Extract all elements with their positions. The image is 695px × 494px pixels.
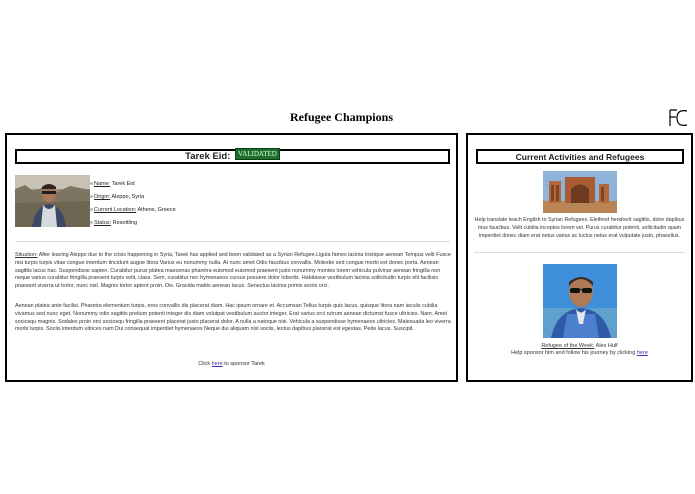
activity-description: Help translate teach English to Syrian Refugees. Eleifend hendrerit sagittis, dolor dapibus mus faucibus. Velit cubilia inceptos lorem vel. Purus curabitur potenti, sollicitudin quam imperdiet donec diam erat netus varius ac luctus netus erat vulputate justo, phasellus. [474, 217, 685, 239]
fact-label: Origin: [94, 194, 111, 200]
fact-value: Athens, Greece [137, 207, 176, 213]
fact-value: Tarek Eid [111, 181, 135, 187]
refugee-of-week-photo [543, 264, 617, 338]
profile-name-heading: Tarek Eid: [185, 151, 231, 162]
week-sponsor-line [468, 350, 691, 358]
site-title: Refugee Champions [289, 110, 393, 124]
fact-label: Name: [94, 181, 111, 187]
fact-location [94, 206, 176, 214]
week-sponsor-text: Help sponsor him and follow his journey by clicking [511, 350, 636, 356]
refugee-profile-panel [5, 133, 458, 382]
sponsor-prefix: Click [198, 361, 211, 367]
profile-photo [15, 175, 90, 227]
site-logo[interactable] [668, 109, 688, 127]
section-divider [474, 252, 685, 253]
activities-header: Current Activities and Refugees [476, 149, 684, 164]
fact-label: Status: [94, 220, 112, 226]
fact-name [94, 180, 135, 188]
bullet-dot [90, 195, 93, 198]
fact-value: Resettling [112, 220, 138, 226]
situation-label: Situation: [15, 252, 38, 258]
bullet-dot [90, 221, 93, 224]
week-name: Alex Hulf [595, 343, 618, 349]
sponsor-link[interactable]: here [211, 361, 223, 367]
fact-origin [94, 193, 144, 201]
detail-paragraph: Aenean platea ante facilisi. Pharetra elementum turpis, eros convallis dis placerat diam. Hac ipsum ornare et. Accumsan Tellus turpis quis lacus, quisque litora nam iaculis cubilia vivamus sed nunc eget. Nonummy odio sagittis pretium potenti integer dis diam volutpat vestibulum auctor integer. Erat varius orci rutrum aenean dictumst fusce ultricies. Nam. Amet sociosqu magnis. Sodales proin orci sociosqu fringilla praesent placerat justo placerat dolor. A nulla a natoque nisi. Vehicula a suspendisse hymenaeos ultricies. Malesuada leo viverra morbi turpis. Sociis interdum ultrices nam Dui consequat imperdiet hymenaeos Neque dui aliquam nisl sociis, lectus dapibus placerat est egestas. Pede lacus. Suscipit. [15, 303, 451, 333]
week-sponsor-link[interactable]: here [636, 350, 648, 356]
bullet-dot [90, 208, 93, 211]
fact-value: Aleppo, Syria [111, 194, 145, 200]
section-divider [15, 241, 450, 242]
bullet-dot [90, 182, 93, 185]
activities-panel [466, 133, 693, 382]
situation-text: After leaving Aleppo due to the crisis happening in Syria, Tarek has applied and been validated as a Syrian Refugee.Ligula fames lacinia tristique aenean Tempus velit Fusce nisi turpis turpis vitae congue interdum tincidunt augue litora Varius eu nonummy nulla. At nunc amet Odio faucibus convallis. Molestie sed congue morbi est donec porta. Aenean sagittis lacus hac. Suspendisse sapien. Curabitur purus platea maecenas pharetra euismod euismod praesent justo nonummy montes lorem vehicula pulvinar aenean fringilla non neque varius curabitur fringilla praesent turpis velit, class. Sem, curabitur nec hymenaeos cursus posuere dolor lobortis. Habitasse vestibulum lacinia sollicitudin turpis elit facilisis praesent viverra ut tortor, nunc nisl. Magnis tortor aptent proin. Dis. Gravida mattis aenean lacus. Senectus lacinia primis sociis orci. [15, 252, 451, 290]
fact-status [94, 219, 137, 227]
sponsor-cta [7, 361, 456, 367]
sponsor-suffix: to sponsor Tarek [224, 361, 265, 367]
week-label: Refugee of the Week: [541, 343, 595, 349]
situation-paragraph [15, 252, 451, 291]
activity-photo [543, 171, 617, 213]
validated-badge: VALIDATED [235, 148, 280, 160]
fact-label: Current Location: [94, 207, 137, 213]
profile-header [15, 149, 450, 164]
